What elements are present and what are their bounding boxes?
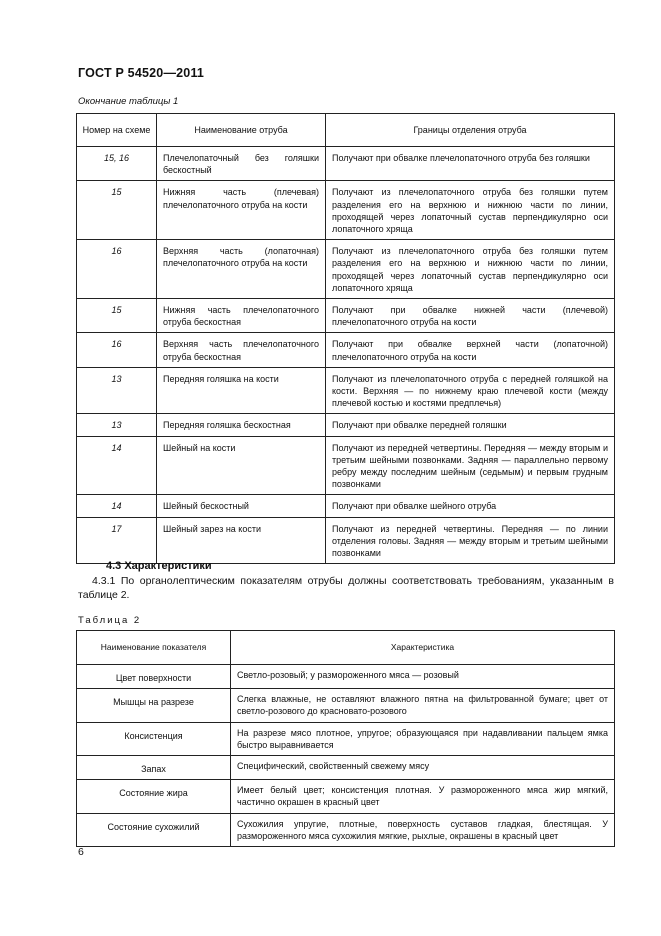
row-bounds: Получают из передней четвертины. Передняя — по линии отделения головы. Задняя — между вторым и третьим шейными позвонками (326, 517, 615, 564)
indicator-value: Имеет белый цвет; консистенция плотная. У размороженного мяса жир мягкий, частично окрашен в красный цвет (231, 780, 615, 813)
table1-col-name: Наименование отруба (157, 114, 326, 147)
table2-row (77, 813, 615, 846)
table2-row (77, 756, 615, 780)
row-cut-name: Шейный бескостный (157, 495, 326, 517)
row-number: 15 (77, 181, 157, 240)
table2-row (77, 722, 615, 755)
table1-row (77, 495, 615, 517)
table2-row (77, 780, 615, 813)
row-cut-name: Нижняя часть плечелопаточного отруба бескостная (157, 299, 326, 333)
row-cut-name: Шейный на кости (157, 436, 326, 495)
indicator-value: Слегка влажные, не оставляют влажного пятна на фильтрованной бумаге; цвет от светло-розового до красновато-розового (231, 689, 615, 722)
row-bounds: Получают при обвалке нижней части (плечевой) плечелопаточного отруба на кости (326, 299, 615, 333)
row-bounds: Получают при обвалке шейного отруба (326, 495, 615, 517)
row-cut-name: Нижняя часть (плечевая) плечелопаточного отруба на кости (157, 181, 326, 240)
table2-header-row (77, 631, 615, 665)
table1-row (77, 517, 615, 564)
table2-caption: Таблица 2 (78, 615, 142, 626)
page-number: 6 (78, 846, 84, 858)
row-cut-name: Шейный зарез на кости (157, 517, 326, 564)
row-number: 13 (77, 414, 157, 436)
indicator-name: Консистенция (77, 722, 231, 755)
table1-header-row (77, 114, 615, 147)
table2-row (77, 689, 615, 722)
indicator-value: Светло-розовый; у размороженного мяса — розовый (231, 665, 615, 689)
row-number: 16 (77, 240, 157, 299)
row-cut-name: Верхняя часть (лопаточная) плечелопаточного отруба на кости (157, 240, 326, 299)
indicator-value: Сухожилия упругие, плотные, поверхность суставов гладкая, блестящая. У размороженного мяса сухожилия мягкие, рыхлые, окрашены в красный цвет (231, 813, 615, 846)
row-number: 17 (77, 517, 157, 564)
row-number: 14 (77, 436, 157, 495)
row-bounds: Получают при обвалке верхней части (лопаточной) плечелопаточного отруба на кости (326, 333, 615, 367)
table1-row (77, 414, 615, 436)
indicator-name: Состояние сухожилий (77, 813, 231, 846)
section-paragraph (78, 575, 614, 602)
row-number: 15 (77, 299, 157, 333)
document-title: ГОСТ Р 54520—2011 (78, 66, 205, 80)
row-bounds: Получают из плечелопаточного отруба без голяшки путем разделения его на верхнюю и нижнюю части по линии, проходящей через лопаточный сустав перпендикулярно оси лопаточного хряща (326, 240, 615, 299)
table1 (76, 113, 615, 564)
row-number: 13 (77, 367, 157, 414)
row-number: 16 (77, 333, 157, 367)
section-heading: 4.3 Характеристики (106, 560, 212, 572)
table1-row (77, 147, 615, 181)
indicator-name: Состояние жира (77, 780, 231, 813)
table2 (76, 630, 615, 847)
indicator-value: Специфический, свойственный свежему мясу (231, 756, 615, 780)
row-bounds: Получают из плечелопаточного отруба с передней голяшкой на кости. Верхняя — по нижнему краю плечевой кости (между плечевой костью и костями предплечья) (326, 367, 615, 414)
row-cut-name: Передняя голяшка на кости (157, 367, 326, 414)
row-cut-name: Передняя голяшка бескостная (157, 414, 326, 436)
table1-row (77, 240, 615, 299)
table1-row (77, 333, 615, 367)
table2-row (77, 665, 615, 689)
table1-row (77, 299, 615, 333)
indicator-name: Цвет поверхности (77, 665, 231, 689)
row-bounds: Получают при обвалке плечелопаточного отруба без голяшки (326, 147, 615, 181)
row-cut-name: Плечелопаточный без голяшки бескостный (157, 147, 326, 181)
section-paragraph-text: 4.3.1 По органолептическим показателям отрубы должны соответствовать требованиям, указанным в таблице 2. (78, 575, 614, 601)
table1-row (77, 181, 615, 240)
table1-col-number: Номер на схеме (77, 114, 157, 147)
indicator-name: Запах (77, 756, 231, 780)
table2-col-characteristic: Характеристика (231, 631, 615, 665)
indicator-value: На разрезе мясо плотное, упругое; образующаяся при надавливании пальцем ямка быстро выравнивается (231, 722, 615, 755)
table1-row (77, 367, 615, 414)
indicator-name: Мышцы на разрезе (77, 689, 231, 722)
row-bounds: Получают из передней четвертины. Передняя — между вторым и третьим шейными позвонками. Задняя — параллельно первому ребру между последним шейным (седьмым) и первым грудным позвонками (326, 436, 615, 495)
row-cut-name: Верхняя часть плечелопаточного отруба бескостная (157, 333, 326, 367)
table2-col-indicator: Наименование показателя (77, 631, 231, 665)
row-bounds: Получают при обвалке передней голяшки (326, 414, 615, 436)
row-number: 15, 16 (77, 147, 157, 181)
table1-row (77, 436, 615, 495)
table1-col-bounds: Границы отделения отруба (326, 114, 615, 147)
table1-caption: Окончание таблицы 1 (78, 96, 179, 107)
row-bounds: Получают из плечелопаточного отруба без голяшки путем разделения его на верхнюю и нижнюю части по линии, проходящей через лопаточный сустав перпендикулярно оси лопаточного хряща (326, 181, 615, 240)
row-number: 14 (77, 495, 157, 517)
